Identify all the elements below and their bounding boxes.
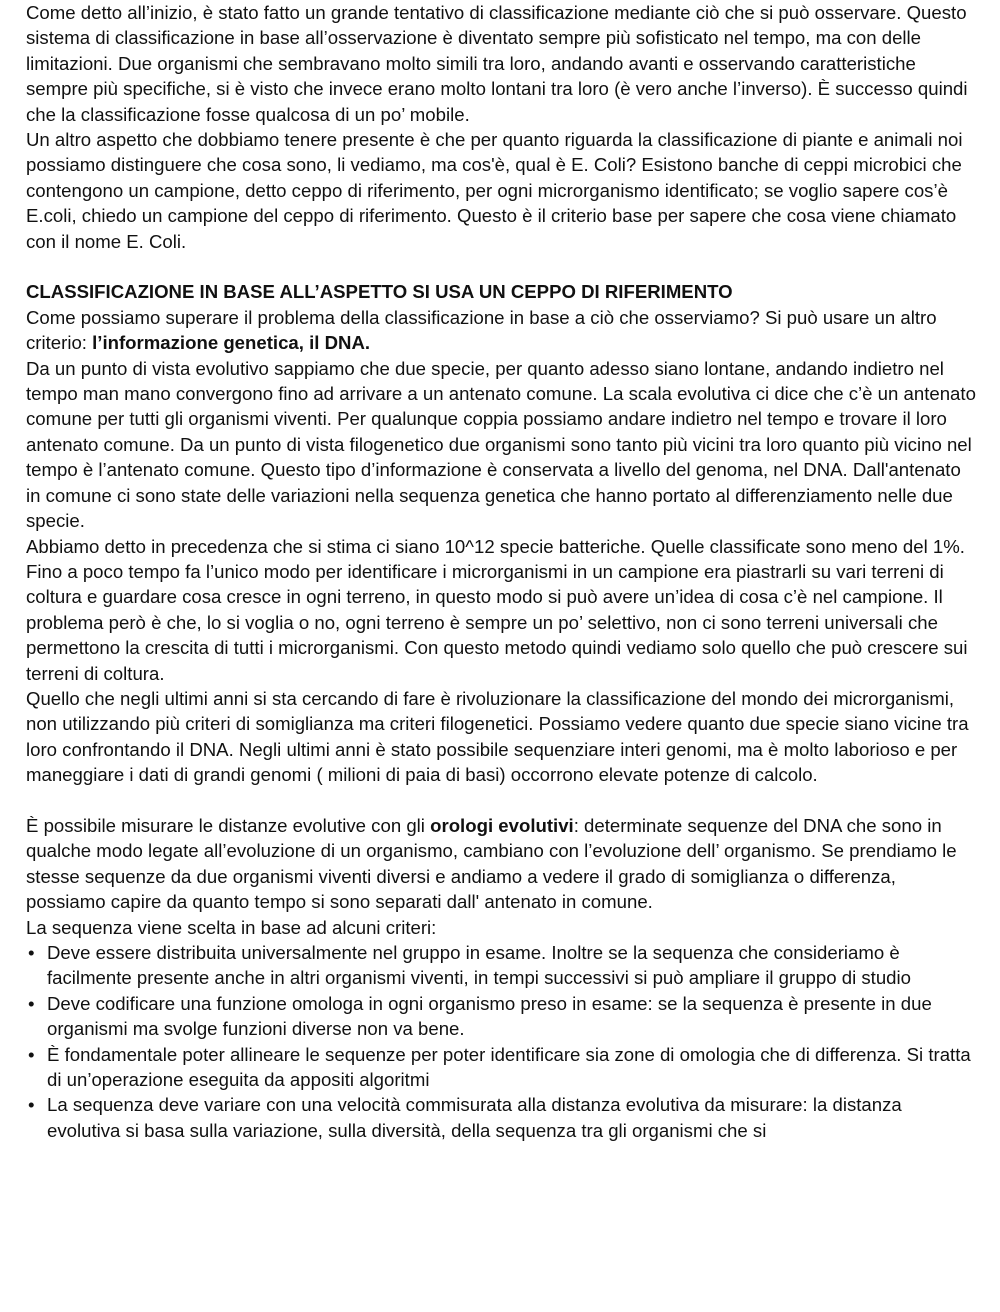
paragraph-intro: Come detto all’inizio, è stato fatto un grande tentativo di classificazione mediante ciò che si può osservare. Questo sistema di classificazione in base all’osservazione è diventato sempre più sofisticato nel tempo, ma con delle limitazioni. Due organismi che sembravano molto simili tra loro, andando avanti e osservando caratteristiche sempre più specifiche, si è visto che invece erano molto lontani tra loro (è vero anche l’inverso). È successo quindi che la classificazione fosse qualcosa di un po’ mobile. <box>26 2 968 125</box>
genetic-information-bold: l’informazione genetica, il DNA. <box>92 332 371 354</box>
bullet-icon: • <box>28 1043 35 1065</box>
paragraph-reference-strain: Un altro aspetto che dobbiamo tenere presente è che per quanto riguarda la classificazione di piante e animali noi possiamo distinguere che cosa sono, li vediamo, ma cos'è, qual è E. Coli? Esistono banche di ceppi microbici che contengono un campione, detto ceppo di riferimento, per ogni microrganismo identificato; se voglio sapere cos’è E.coli, chiedo un campione del ceppo di riferimento. Questo è il criterio base per sapere che cosa viene chiamato con il nome E. Coli. <box>26 129 963 252</box>
document-page <box>26 0 976 1143</box>
list-item <box>26 991 976 1042</box>
paragraph-evolution: Da un punto di vista evolutivo sappiamo che due specie, per quanto adesso siano lontane, andando indietro nel tempo man mano convergono fino ad arrivare a un antenato comune. La scala evolutiva ci dice che c’è un antenato comune per tutti gli organismi viventi. Per qualunque coppia possiamo andare indietro nel tempo e trovare il loro antenato comune. Da un punto di vista filogenetico due organismi sono tanto più vicini tra loro quanto più vicino nel tempo è l’antenato comune. Questo tipo d’informazione è conservata a livello del genoma, nel DNA. Dall'antenato in comune ci sono state delle variazioni nella sequenza genetica che hanno portato al differenziamento nelle due specie. <box>26 357 976 532</box>
paragraph-genetic-criterion-text: Come possiamo superare il problema della classificazione in base a ciò che osserviamo? Si può usare un altro criterio: <box>26 306 937 354</box>
blank-line <box>26 788 976 813</box>
paragraph-bacterial-species: Abbiamo detto in precedenza che si stima ci siano 10^12 specie batteriche. Quelle classificate sono meno del 1%. Fino a poco tempo fa l’unico modo per identificare i microrganismi in un campione era piastrarli su vari terreni di coltura e guardare cosa cresce in ogni terreno, in questo modo si può avere un’idea di cosa c’è nel campione. Il problema però è che, lo si voglia o no, ogni terreno è sempre un po’ selettivo, non ci sono terreni universali che permettono la crescita di tutti i microrganismi. Con questo metodo quindi vediamo solo quello che può crescere sui terreni di coltura. <box>26 535 968 684</box>
list-item <box>26 1092 976 1143</box>
bullet-icon: • <box>28 992 35 1014</box>
bullet-icon: • <box>28 1094 35 1116</box>
evolutionary-clocks-intro: È possibile misurare le distanze evolutive con gli <box>26 814 431 836</box>
evolutionary-clocks-text: : determinate sequenze del DNA che sono in qualche modo legate all’evoluzione di un organismo, cambiano con l’evoluzione dell’ organismo. Se prendiamo le stesse sequenze da due organismi viventi diversi e andiamo a vedere il grado di somiglianza o differenza, possiamo capire da quanto tempo si sono separati dall' antenato in comune. <box>26 814 957 913</box>
list-item <box>26 1042 976 1093</box>
paragraph-genetic-criterion <box>26 305 976 356</box>
list-item-text: La sequenza deve variare con una velocità commisurata alla distanza evolutiva da misurare: la distanza evolutiva si basa sulla variazione, sulla diversità, della sequenza tra gli organismi che si <box>47 1094 902 1141</box>
paragraph-phylogenetic: Quello che negli ultimi anni si sta cercando di fare è rivoluzionare la classificazione del mondo dei microrganismi, non utilizzando più criteri di somiglianza ma criteri filogenetici. Possiamo vedere quanto due specie siano vicine tra loro confrontando il DNA. Negli ultimi anni è stato possibile sequenziare interi genomi, ma è molto laborioso e per maneggiare i dati di grandi genomi ( milioni di paia di basi) occorrono elevate potenze di calcolo. <box>26 687 969 786</box>
criteria-list <box>26 940 976 1143</box>
evolutionary-clocks-bold: orologi evolutivi <box>430 814 574 836</box>
section-heading: CLASSIFICAZIONE IN BASE ALL’ASPETTO SI USA UN CEPPO DI RIFERIMENTO <box>26 281 733 303</box>
blank-line <box>26 254 976 279</box>
list-item-text: Deve codificare una funzione omologa in ogni organismo preso in esame: se la sequenza è presente in due organismi ma svolge funzioni diverse non va bene. <box>47 992 932 1040</box>
paragraph-evolutionary-clocks <box>26 813 976 915</box>
list-item <box>26 940 976 991</box>
paragraph-criteria-intro: La sequenza viene scelta in base ad alcuni criteri: <box>26 916 437 938</box>
list-item-text: Deve essere distribuita universalmente nel gruppo in esame. Inoltre se la sequenza che consideriamo è facilmente presente anche in altri organismi viventi, in tempi successivi si può ampliare il gruppo di studio <box>47 942 911 989</box>
bullet-icon: • <box>28 942 35 963</box>
list-item-text: È fondamentale poter allineare le sequenze per poter identificare sia zone di omologia che di differenza. Si tratta di un’operazione eseguita da appositi algoritmi <box>47 1043 971 1091</box>
